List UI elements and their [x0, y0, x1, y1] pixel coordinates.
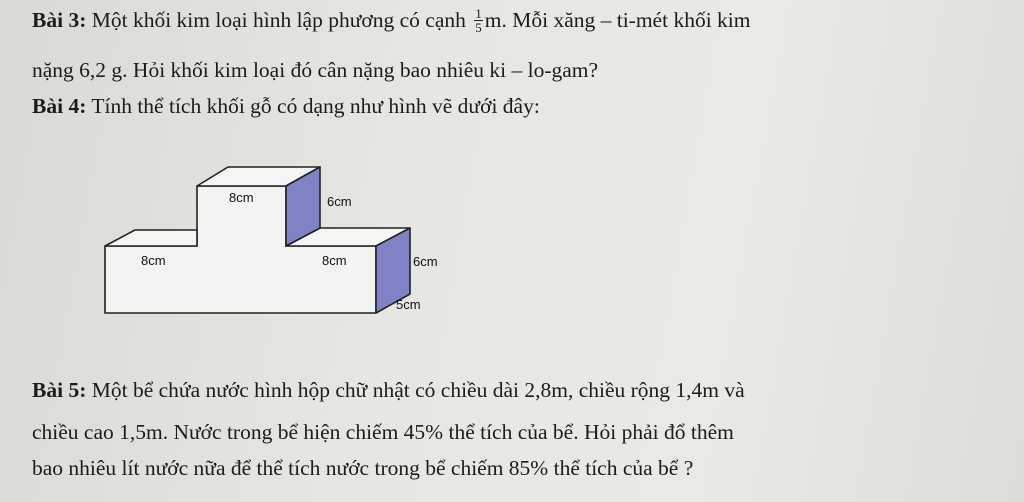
bai3-label: Bài 3:: [32, 8, 87, 32]
bai4-text: Tính thể tích khối gỗ có dạng như hình vẽ dưới đây:: [86, 94, 540, 118]
bai4-label: Bài 4:: [32, 94, 87, 118]
bai5-line2: chiều cao 1,5m. Nước trong bể hiện chiếm 45% thể tích của bể. Hỏi phải đổ thêm: [32, 420, 734, 444]
bai3-line2: nặng 6,2 g. Hỏi khối kim loại đó cân nặng bao nhiêu ki – lo-gam?: [32, 58, 599, 82]
label-right-depth: 8cm: [322, 253, 347, 268]
bai5-label: Bài 5:: [32, 378, 87, 402]
bai3-fraction-denominator: 5: [475, 19, 482, 35]
bai3-text-after: m. Mỗi xăng – ti-mét khối kim: [484, 8, 751, 32]
bai3-fraction-numerator: 1: [475, 5, 482, 21]
bai5-line1: [32, 376, 745, 404]
bai3-text-before: Một khối kim loại hình lập phương có cạnh: [86, 8, 472, 32]
label-top-depth: 8cm: [229, 190, 254, 205]
label-upper-height: 6cm: [327, 194, 352, 209]
left-step-top-face: [105, 230, 197, 246]
label-left-depth: 8cm: [141, 253, 166, 268]
bai5-text1: Một bể chứa nước hình hộp chữ nhật có chiều dài 2,8m, chiều rộng 1,4m và: [86, 378, 745, 402]
label-bottom-depth: 5cm: [396, 297, 421, 312]
bai5-line3: bao nhiêu lít nước nữa để thể tích nước trong bể chiếm 85% thể tích của bể ?: [32, 456, 694, 480]
label-right-height: 6cm: [413, 254, 438, 269]
